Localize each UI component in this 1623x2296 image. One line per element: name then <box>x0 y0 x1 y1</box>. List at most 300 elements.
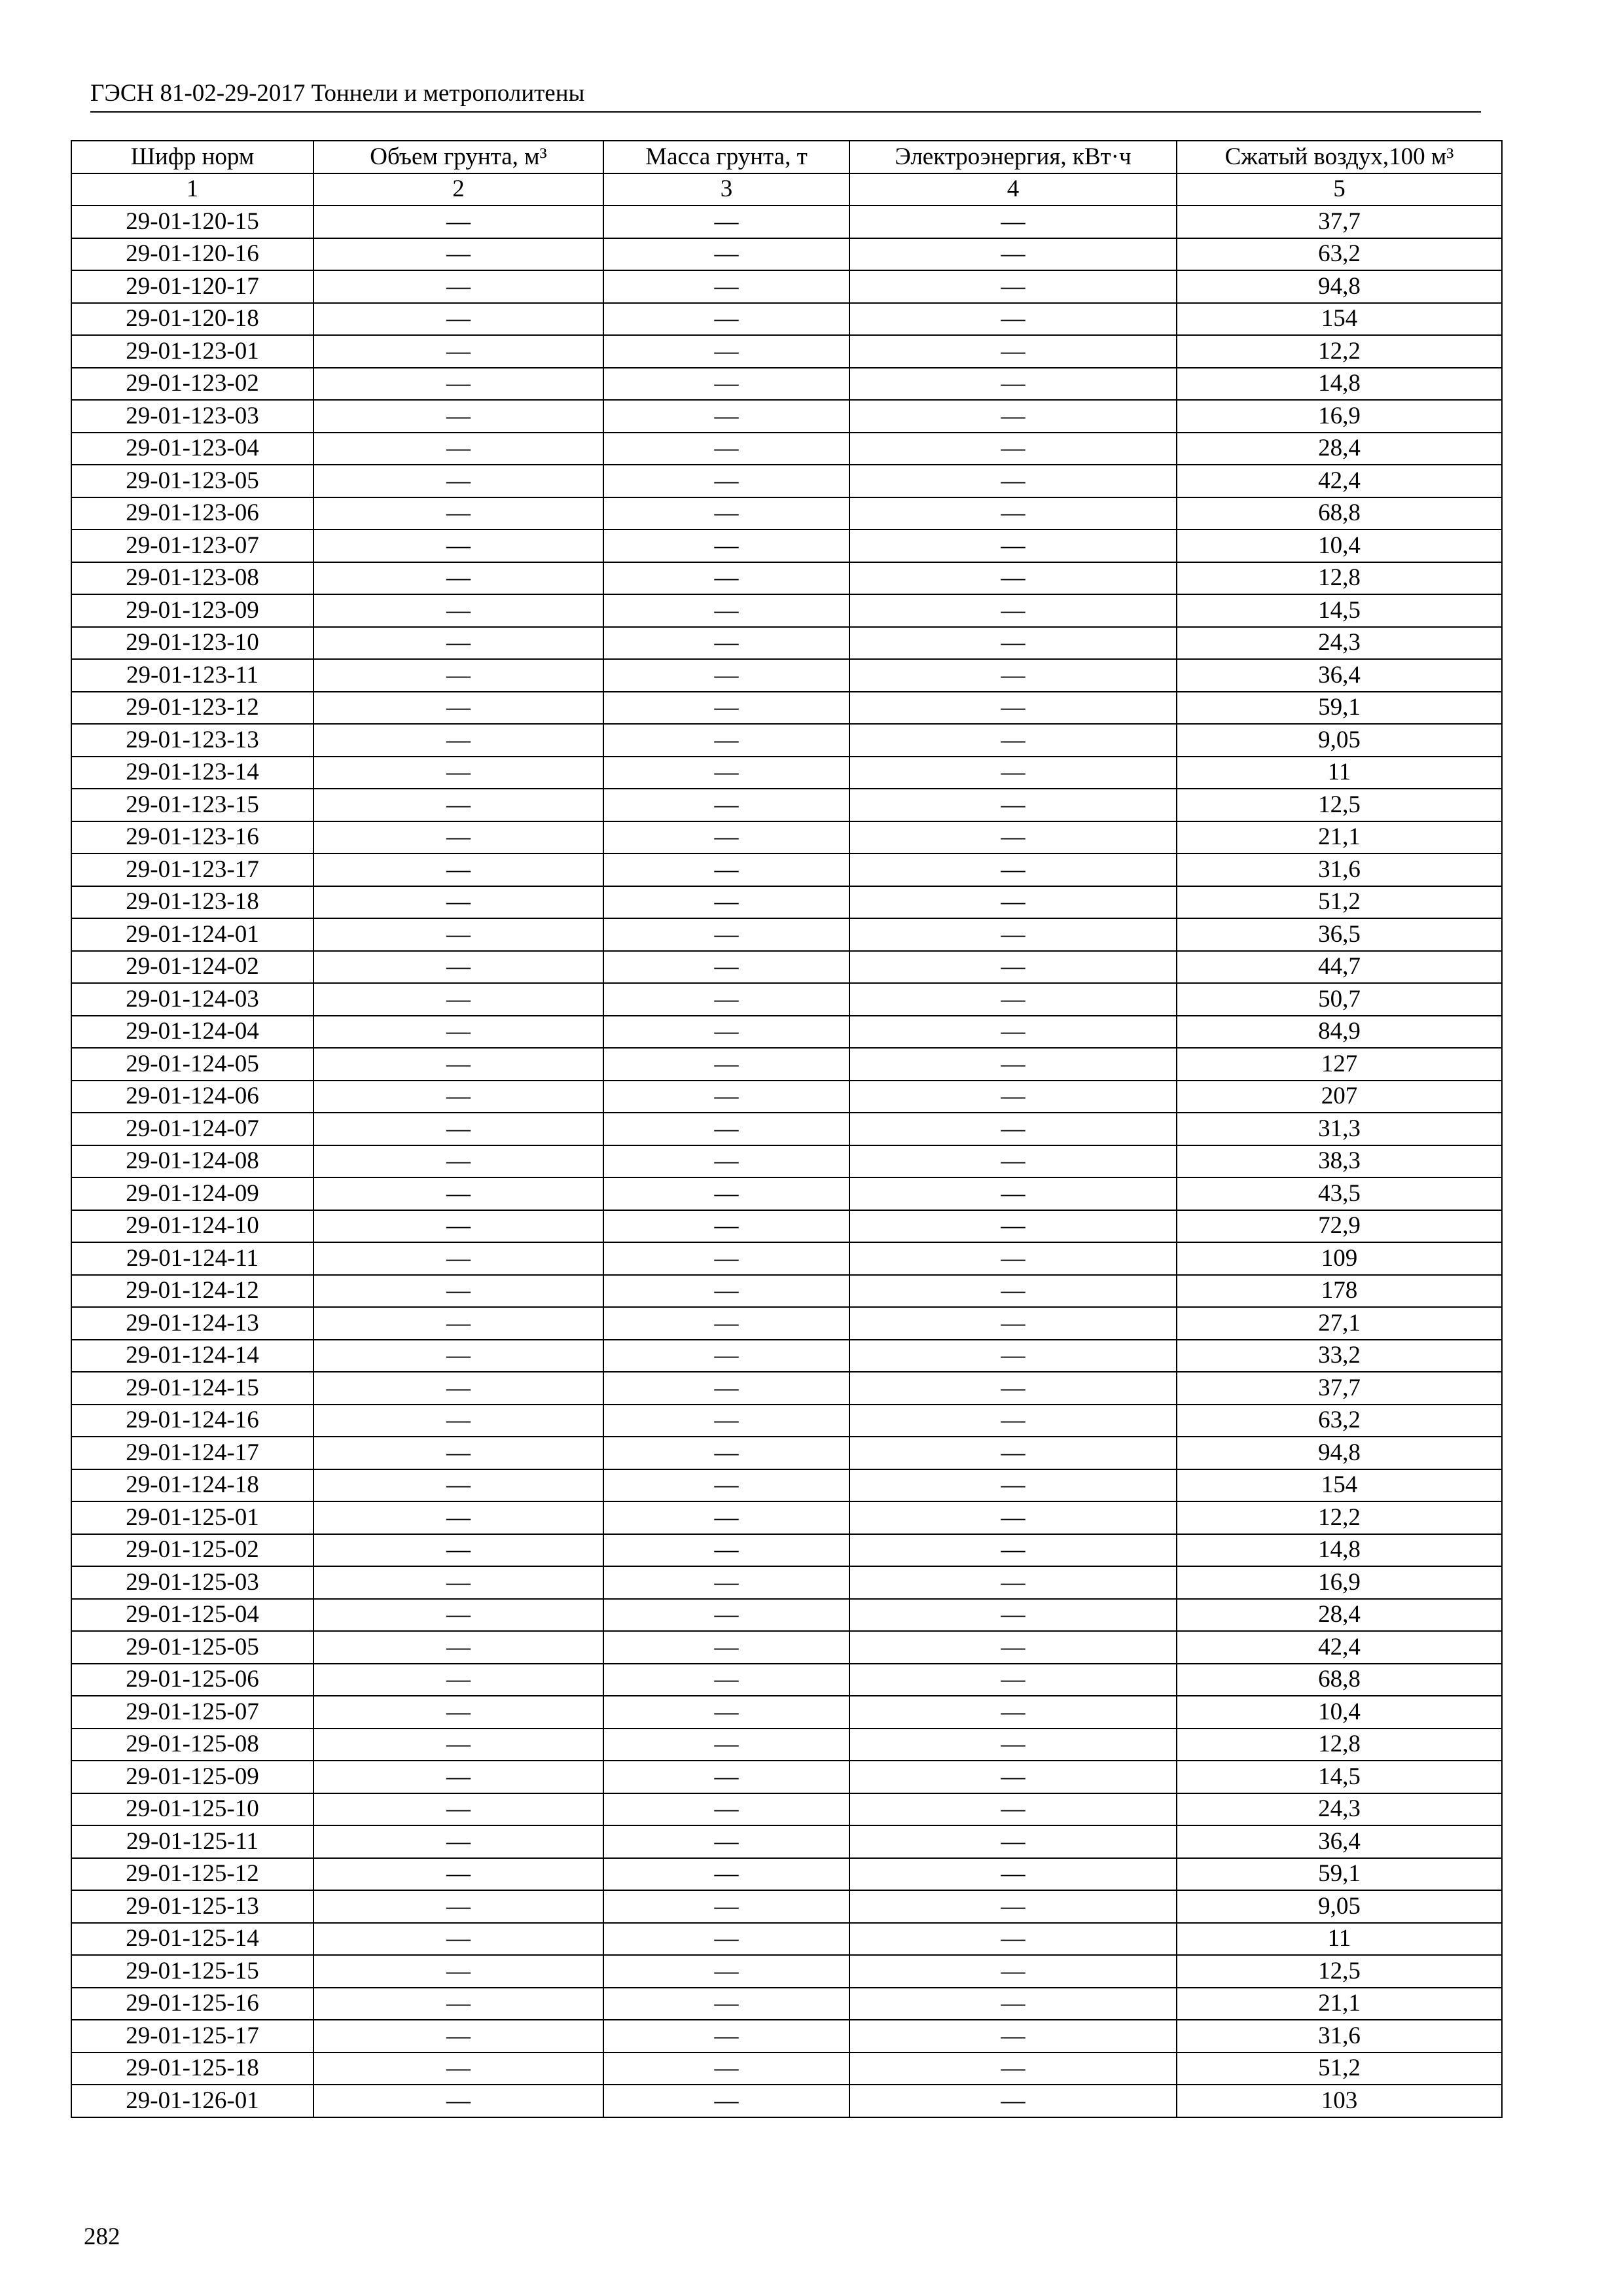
table-row <box>71 1372 1502 1405</box>
cell-soil-volume: — <box>313 1113 603 1145</box>
header-row <box>71 141 1502 173</box>
cell-electricity: — <box>849 1307 1177 1340</box>
cell-soil-mass: — <box>603 1340 849 1372</box>
cell-code: 29-01-125-16 <box>71 1988 313 2020</box>
cell-compressed-air: 42,4 <box>1177 1631 1502 1664</box>
cell-soil-volume: — <box>313 335 603 368</box>
cell-compressed-air: 37,7 <box>1177 1372 1502 1405</box>
cell-electricity: — <box>849 692 1177 725</box>
cell-soil-mass: — <box>603 1469 849 1502</box>
table-row <box>71 1210 1502 1243</box>
table-row <box>71 594 1502 627</box>
table-row <box>71 368 1502 401</box>
table-row <box>71 238 1502 271</box>
cell-code: 29-01-124-12 <box>71 1275 313 1308</box>
cell-soil-mass: — <box>603 335 849 368</box>
cell-code: 29-01-123-18 <box>71 886 313 919</box>
cell-code: 29-01-124-01 <box>71 918 313 951</box>
cell-soil-volume: — <box>313 1242 603 1275</box>
column-number-cell: 4 <box>849 173 1177 206</box>
cell-code: 29-01-124-15 <box>71 1372 313 1405</box>
cell-compressed-air: 94,8 <box>1177 1437 1502 1469</box>
cell-soil-volume: — <box>313 918 603 951</box>
cell-code: 29-01-123-16 <box>71 821 313 854</box>
cell-soil-volume: — <box>313 1858 603 1891</box>
cell-electricity: — <box>849 1761 1177 1793</box>
table-row <box>71 1761 1502 1793</box>
cell-compressed-air: 31,6 <box>1177 2020 1502 2053</box>
cell-soil-mass: — <box>603 594 849 627</box>
cell-electricity: — <box>849 2085 1177 2117</box>
cell-compressed-air: 207 <box>1177 1081 1502 1113</box>
cell-code: 29-01-120-15 <box>71 206 313 238</box>
cell-soil-mass: — <box>603 1599 849 1632</box>
cell-code: 29-01-125-01 <box>71 1501 313 1534</box>
table-row <box>71 335 1502 368</box>
cell-soil-mass: — <box>603 1631 849 1664</box>
cell-code: 29-01-125-04 <box>71 1599 313 1632</box>
cell-soil-mass: — <box>603 1988 849 2020</box>
cell-electricity: — <box>849 821 1177 854</box>
cell-compressed-air: 154 <box>1177 1469 1502 1502</box>
cell-code: 29-01-123-13 <box>71 724 313 757</box>
cell-soil-volume: — <box>313 1048 603 1081</box>
cell-electricity: — <box>849 1793 1177 1826</box>
table-row <box>71 1988 1502 2020</box>
cell-soil-volume: — <box>313 853 603 886</box>
cell-soil-volume: — <box>313 1501 603 1534</box>
cell-compressed-air: 178 <box>1177 1275 1502 1308</box>
table-row <box>71 1890 1502 1923</box>
cell-soil-mass: — <box>603 757 849 789</box>
cell-soil-volume: — <box>313 1825 603 1858</box>
table-row <box>71 1437 1502 1469</box>
cell-compressed-air: 21,1 <box>1177 1988 1502 2020</box>
cell-code: 29-01-124-10 <box>71 1210 313 1243</box>
cell-compressed-air: 37,7 <box>1177 206 1502 238</box>
cell-soil-volume: — <box>313 2085 603 2117</box>
table-row <box>71 1081 1502 1113</box>
column-number-cell: 1 <box>71 173 313 206</box>
table-row <box>71 1501 1502 1534</box>
table-row <box>71 529 1502 562</box>
cell-electricity: — <box>849 724 1177 757</box>
table-row <box>71 1340 1502 1372</box>
cell-soil-volume: — <box>313 497 603 530</box>
cell-code: 29-01-123-02 <box>71 368 313 401</box>
cell-soil-mass: — <box>603 1177 849 1210</box>
cell-soil-mass: — <box>603 1145 849 1178</box>
cell-code: 29-01-126-01 <box>71 2085 313 2117</box>
cell-soil-volume: — <box>313 368 603 401</box>
table-row <box>71 918 1502 951</box>
cell-soil-volume: — <box>313 1664 603 1696</box>
header-cell-compressed-air: Сжатый воздух,100 м³ <box>1177 141 1502 173</box>
cell-soil-volume: — <box>313 1177 603 1210</box>
table-row <box>71 270 1502 303</box>
table-row <box>71 2085 1502 2117</box>
cell-electricity: — <box>849 983 1177 1016</box>
cell-soil-volume: — <box>313 400 603 433</box>
column-number-row <box>71 173 1502 206</box>
cell-compressed-air: 51,2 <box>1177 886 1502 919</box>
cell-soil-volume: — <box>313 1469 603 1502</box>
cell-electricity: — <box>849 1664 1177 1696</box>
cell-compressed-air: 14,5 <box>1177 594 1502 627</box>
table-row <box>71 1793 1502 1826</box>
cell-soil-mass: — <box>603 2053 849 2085</box>
table-row <box>71 1177 1502 1210</box>
cell-code: 29-01-124-17 <box>71 1437 313 1469</box>
cell-compressed-air: 38,3 <box>1177 1145 1502 1178</box>
cell-soil-mass: — <box>603 1534 849 1567</box>
cell-soil-volume: — <box>313 1275 603 1308</box>
cell-electricity: — <box>849 368 1177 401</box>
cell-compressed-air: 109 <box>1177 1242 1502 1275</box>
cell-soil-mass: — <box>603 1242 849 1275</box>
cell-compressed-air: 68,8 <box>1177 497 1502 530</box>
cell-electricity: — <box>849 1534 1177 1567</box>
cell-electricity: — <box>849 1566 1177 1599</box>
cell-soil-volume: — <box>313 1081 603 1113</box>
table-row <box>71 400 1502 433</box>
cell-soil-volume: — <box>313 1340 603 1372</box>
table-row <box>71 724 1502 757</box>
cell-soil-mass: — <box>603 1955 849 1988</box>
cell-soil-mass: — <box>603 465 849 497</box>
cell-electricity: — <box>849 1405 1177 1437</box>
cell-compressed-air: 9,05 <box>1177 724 1502 757</box>
cell-code: 29-01-125-14 <box>71 1923 313 1956</box>
cell-soil-volume: — <box>313 1793 603 1826</box>
cell-soil-mass: — <box>603 1890 849 1923</box>
cell-compressed-air: 36,4 <box>1177 659 1502 692</box>
column-number-cell: 2 <box>313 173 603 206</box>
column-number-cell: 5 <box>1177 173 1502 206</box>
table-row <box>71 433 1502 465</box>
cell-code: 29-01-124-06 <box>71 1081 313 1113</box>
cell-soil-volume: — <box>313 1988 603 2020</box>
cell-code: 29-01-124-09 <box>71 1177 313 1210</box>
table-row <box>71 1696 1502 1729</box>
cell-compressed-air: 12,5 <box>1177 1955 1502 1988</box>
cell-soil-volume: — <box>313 238 603 271</box>
cell-soil-mass: — <box>603 1275 849 1308</box>
cell-compressed-air: 31,3 <box>1177 1113 1502 1145</box>
norms-table <box>71 140 1503 2118</box>
cell-electricity: — <box>849 1696 1177 1729</box>
cell-soil-mass: — <box>603 1081 849 1113</box>
table-row <box>71 659 1502 692</box>
cell-compressed-air: 27,1 <box>1177 1307 1502 1340</box>
table-row <box>71 2053 1502 2085</box>
cell-soil-volume: — <box>313 1729 603 1761</box>
cell-soil-mass: — <box>603 1048 849 1081</box>
cell-soil-volume: — <box>313 627 603 660</box>
cell-compressed-air: 63,2 <box>1177 238 1502 271</box>
cell-code: 29-01-123-04 <box>71 433 313 465</box>
header-cell-soil-volume: Объем грунта, м³ <box>313 141 603 173</box>
cell-soil-mass: — <box>603 659 849 692</box>
cell-soil-volume: — <box>313 1307 603 1340</box>
cell-soil-volume: — <box>313 951 603 984</box>
cell-compressed-air: 28,4 <box>1177 1599 1502 1632</box>
cell-soil-volume: — <box>313 529 603 562</box>
table-row <box>71 562 1502 595</box>
cell-compressed-air: 12,2 <box>1177 335 1502 368</box>
table-row <box>71 206 1502 238</box>
cell-compressed-air: 51,2 <box>1177 2053 1502 2085</box>
table-row <box>71 2020 1502 2053</box>
cell-code: 29-01-123-14 <box>71 757 313 789</box>
cell-code: 29-01-123-11 <box>71 659 313 692</box>
cell-soil-volume: — <box>313 206 603 238</box>
cell-soil-volume: — <box>313 2020 603 2053</box>
table-row <box>71 1955 1502 1988</box>
cell-code: 29-01-125-17 <box>71 2020 313 2053</box>
table-row <box>71 1858 1502 1891</box>
cell-electricity: — <box>849 1437 1177 1469</box>
cell-electricity: — <box>849 1016 1177 1049</box>
cell-compressed-air: 63,2 <box>1177 1405 1502 1437</box>
cell-code: 29-01-123-12 <box>71 692 313 725</box>
cell-soil-mass: — <box>603 2020 849 2053</box>
cell-electricity: — <box>849 1890 1177 1923</box>
table-body <box>71 206 1502 2117</box>
cell-soil-mass: — <box>603 1437 849 1469</box>
cell-code: 29-01-124-16 <box>71 1405 313 1437</box>
cell-soil-mass: — <box>603 724 849 757</box>
table-row <box>71 627 1502 660</box>
table-row <box>71 1275 1502 1308</box>
cell-compressed-air: 21,1 <box>1177 821 1502 854</box>
cell-electricity: — <box>849 1372 1177 1405</box>
cell-code: 29-01-124-13 <box>71 1307 313 1340</box>
cell-electricity: — <box>849 853 1177 886</box>
cell-soil-mass: — <box>603 1566 849 1599</box>
cell-compressed-air: 72,9 <box>1177 1210 1502 1243</box>
cell-electricity: — <box>849 1923 1177 1956</box>
cell-soil-mass: — <box>603 789 849 821</box>
cell-soil-mass: — <box>603 368 849 401</box>
cell-soil-volume: — <box>313 1955 603 1988</box>
cell-soil-volume: — <box>313 1566 603 1599</box>
cell-soil-mass: — <box>603 1372 849 1405</box>
header-cell-code: Шифр норм <box>71 141 313 173</box>
table-row <box>71 1534 1502 1567</box>
cell-code: 29-01-125-07 <box>71 1696 313 1729</box>
cell-compressed-air: 42,4 <box>1177 465 1502 497</box>
cell-compressed-air: 10,4 <box>1177 529 1502 562</box>
cell-electricity: — <box>849 400 1177 433</box>
header-cell-electricity: Электроэнергия, кВт·ч <box>849 141 1177 173</box>
cell-soil-volume: — <box>313 1890 603 1923</box>
cell-electricity: — <box>849 789 1177 821</box>
cell-code: 29-01-123-17 <box>71 853 313 886</box>
cell-electricity: — <box>849 1275 1177 1308</box>
cell-code: 29-01-123-03 <box>71 400 313 433</box>
cell-compressed-air: 24,3 <box>1177 1793 1502 1826</box>
cell-code: 29-01-123-10 <box>71 627 313 660</box>
cell-electricity: — <box>849 1081 1177 1113</box>
cell-code: 29-01-123-09 <box>71 594 313 627</box>
cell-soil-mass: — <box>603 1825 849 1858</box>
cell-compressed-air: 14,8 <box>1177 1534 1502 1567</box>
table-row <box>71 951 1502 984</box>
cell-soil-mass: — <box>603 627 849 660</box>
cell-soil-mass: — <box>603 400 849 433</box>
cell-soil-volume: — <box>313 757 603 789</box>
cell-soil-volume: — <box>313 1696 603 1729</box>
table-row <box>71 1923 1502 1956</box>
cell-compressed-air: 94,8 <box>1177 270 1502 303</box>
table-row <box>71 853 1502 886</box>
cell-soil-mass: — <box>603 1664 849 1696</box>
cell-code: 29-01-125-18 <box>71 2053 313 2085</box>
cell-electricity: — <box>849 270 1177 303</box>
cell-soil-volume: — <box>313 1599 603 1632</box>
cell-soil-mass: — <box>603 886 849 919</box>
cell-soil-volume: — <box>313 1437 603 1469</box>
table-row <box>71 1631 1502 1664</box>
cell-soil-volume: — <box>313 1405 603 1437</box>
cell-electricity: — <box>849 1210 1177 1243</box>
cell-compressed-air: 36,5 <box>1177 918 1502 951</box>
cell-electricity: — <box>849 1955 1177 1988</box>
cell-soil-mass: — <box>603 1761 849 1793</box>
cell-electricity: — <box>849 562 1177 595</box>
table-row <box>71 1566 1502 1599</box>
cell-compressed-air: 43,5 <box>1177 1177 1502 1210</box>
cell-code: 29-01-120-16 <box>71 238 313 271</box>
table-head <box>71 141 1502 206</box>
cell-compressed-air: 154 <box>1177 303 1502 336</box>
cell-code: 29-01-124-04 <box>71 1016 313 1049</box>
cell-soil-mass: — <box>603 1016 849 1049</box>
cell-code: 29-01-120-17 <box>71 270 313 303</box>
cell-compressed-air: 10,4 <box>1177 1696 1502 1729</box>
cell-soil-volume: — <box>313 1210 603 1243</box>
cell-electricity: — <box>849 886 1177 919</box>
cell-soil-mass: — <box>603 983 849 1016</box>
cell-soil-volume: — <box>313 821 603 854</box>
cell-soil-mass: — <box>603 918 849 951</box>
cell-compressed-air: 11 <box>1177 757 1502 789</box>
cell-soil-mass: — <box>603 1501 849 1534</box>
cell-soil-mass: — <box>603 433 849 465</box>
cell-electricity: — <box>849 757 1177 789</box>
cell-compressed-air: 59,1 <box>1177 692 1502 725</box>
cell-soil-mass: — <box>603 1729 849 1761</box>
cell-soil-mass: — <box>603 2085 849 2117</box>
cell-code: 29-01-125-05 <box>71 1631 313 1664</box>
table-row <box>71 789 1502 821</box>
cell-compressed-air: 14,8 <box>1177 368 1502 401</box>
cell-soil-volume: — <box>313 659 603 692</box>
cell-code: 29-01-124-08 <box>71 1145 313 1178</box>
cell-code: 29-01-124-07 <box>71 1113 313 1145</box>
cell-soil-mass: — <box>603 692 849 725</box>
table-row <box>71 821 1502 854</box>
cell-electricity: — <box>849 594 1177 627</box>
cell-electricity: — <box>849 1988 1177 2020</box>
cell-soil-volume: — <box>313 886 603 919</box>
table-row <box>71 1825 1502 1858</box>
table-row <box>71 1113 1502 1145</box>
cell-soil-volume: — <box>313 594 603 627</box>
cell-compressed-air: 14,5 <box>1177 1761 1502 1793</box>
table-row <box>71 757 1502 789</box>
cell-code: 29-01-125-06 <box>71 1664 313 1696</box>
cell-compressed-air: 28,4 <box>1177 433 1502 465</box>
cell-code: 29-01-124-05 <box>71 1048 313 1081</box>
cell-soil-volume: — <box>313 983 603 1016</box>
table-row <box>71 1016 1502 1049</box>
cell-code: 29-01-124-03 <box>71 983 313 1016</box>
cell-electricity: — <box>849 951 1177 984</box>
cell-electricity: — <box>849 465 1177 497</box>
cell-compressed-air: 36,4 <box>1177 1825 1502 1858</box>
running-header: ГЭСН 81-02-29-2017 Тоннели и метрополитены <box>90 77 1481 113</box>
cell-soil-mass: — <box>603 951 849 984</box>
cell-electricity: — <box>849 1825 1177 1858</box>
cell-compressed-air: 103 <box>1177 2085 1502 2117</box>
cell-soil-mass: — <box>603 1307 849 1340</box>
cell-code: 29-01-124-14 <box>71 1340 313 1372</box>
cell-electricity: — <box>849 1113 1177 1145</box>
cell-soil-volume: — <box>313 270 603 303</box>
cell-soil-mass: — <box>603 1858 849 1891</box>
table-row <box>71 1145 1502 1178</box>
table-row <box>71 1469 1502 1502</box>
cell-soil-volume: — <box>313 465 603 497</box>
cell-code: 29-01-123-07 <box>71 529 313 562</box>
cell-compressed-air: 12,8 <box>1177 1729 1502 1761</box>
cell-electricity: — <box>849 1145 1177 1178</box>
cell-electricity: — <box>849 1729 1177 1761</box>
cell-code: 29-01-123-08 <box>71 562 313 595</box>
cell-soil-mass: — <box>603 853 849 886</box>
cell-soil-mass: — <box>603 497 849 530</box>
table-row <box>71 692 1502 725</box>
table-row <box>71 1664 1502 1696</box>
cell-soil-mass: — <box>603 562 849 595</box>
cell-electricity: — <box>849 1340 1177 1372</box>
cell-electricity: — <box>849 206 1177 238</box>
cell-compressed-air: 11 <box>1177 1923 1502 1956</box>
table-row <box>71 983 1502 1016</box>
cell-code: 29-01-124-18 <box>71 1469 313 1502</box>
cell-soil-mass: — <box>603 821 849 854</box>
cell-soil-volume: — <box>313 1923 603 1956</box>
cell-soil-volume: — <box>313 433 603 465</box>
cell-soil-mass: — <box>603 1210 849 1243</box>
cell-compressed-air: 9,05 <box>1177 1890 1502 1923</box>
cell-soil-mass: — <box>603 303 849 336</box>
cell-compressed-air: 68,8 <box>1177 1664 1502 1696</box>
cell-soil-volume: — <box>313 303 603 336</box>
cell-code: 29-01-123-01 <box>71 335 313 368</box>
cell-soil-volume: — <box>313 1145 603 1178</box>
cell-compressed-air: 24,3 <box>1177 627 1502 660</box>
cell-compressed-air: 12,5 <box>1177 789 1502 821</box>
page-number: 282 <box>84 2223 120 2250</box>
cell-soil-volume: — <box>313 1631 603 1664</box>
cell-compressed-air: 33,2 <box>1177 1340 1502 1372</box>
cell-compressed-air: 50,7 <box>1177 983 1502 1016</box>
cell-soil-mass: — <box>603 1923 849 1956</box>
cell-code: 29-01-123-15 <box>71 789 313 821</box>
